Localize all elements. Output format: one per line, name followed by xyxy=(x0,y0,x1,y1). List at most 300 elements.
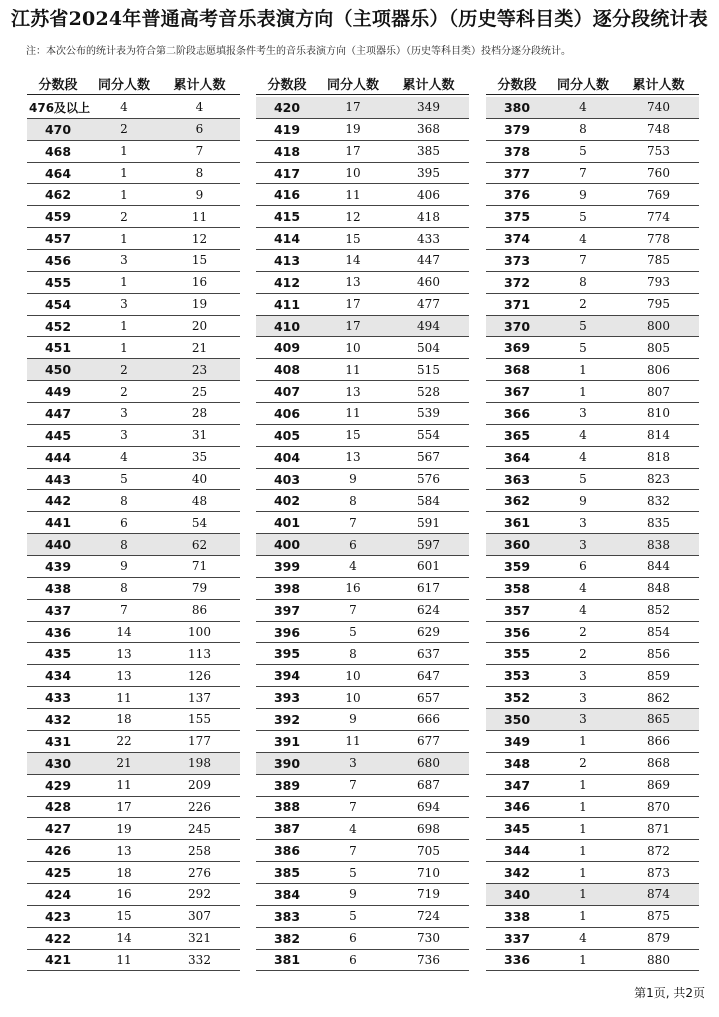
table-row xyxy=(27,97,240,119)
table-row xyxy=(27,775,240,797)
score-cell: 429 xyxy=(44,777,72,793)
table-row xyxy=(256,643,469,665)
page-title: 江苏省2024年普通高考音乐表演方向（主项器乐）（历史等科目类）逐分段统计表 xyxy=(11,8,708,30)
count-cell: 4 xyxy=(349,559,357,574)
count-cell: 1 xyxy=(120,144,128,159)
table-row xyxy=(27,184,240,206)
score-cell: 399 xyxy=(273,558,301,574)
score-cell: 462 xyxy=(44,187,72,203)
cumulative-cell: 719 xyxy=(417,887,440,902)
cumulative-cell: 539 xyxy=(417,406,440,421)
cumulative-cell: 866 xyxy=(647,734,670,749)
table-row xyxy=(256,316,469,338)
table-row xyxy=(256,228,469,250)
count-cell: 6 xyxy=(349,537,357,552)
count-cell: 3 xyxy=(120,297,128,312)
count-cell: 9 xyxy=(579,493,587,508)
count-cell: 11 xyxy=(116,778,132,793)
cumulative-cell: 748 xyxy=(647,122,670,137)
score-cell: 386 xyxy=(273,843,301,859)
score-cell: 378 xyxy=(503,143,531,159)
table-row xyxy=(486,709,699,731)
count-cell: 18 xyxy=(116,865,132,880)
cumulative-cell: 856 xyxy=(647,646,670,661)
count-cell: 8 xyxy=(120,581,128,596)
cumulative-cell: 617 xyxy=(417,581,440,596)
cumulative-cell: 657 xyxy=(417,690,440,705)
score-cell: 357 xyxy=(503,602,531,618)
score-cell: 411 xyxy=(273,296,301,312)
cumulative-cell: 760 xyxy=(647,166,670,180)
count-cell: 3 xyxy=(579,406,587,421)
table-row xyxy=(27,425,240,447)
count-cell: 1 xyxy=(579,909,587,924)
cumulative-cell: 71 xyxy=(191,559,208,574)
header-score: 分数段 xyxy=(38,77,78,93)
table-row xyxy=(27,622,240,644)
score-cell: 360 xyxy=(503,537,531,553)
cumulative-cell: 730 xyxy=(417,931,440,946)
score-cell: 396 xyxy=(273,624,301,640)
count-cell: 13 xyxy=(345,384,361,399)
cumulative-cell: 11 xyxy=(191,209,208,224)
cumulative-cell: 823 xyxy=(647,472,670,487)
count-cell: 1 xyxy=(579,821,587,836)
count-cell: 4 xyxy=(579,581,587,596)
score-cell: 397 xyxy=(273,602,301,618)
count-cell: 11 xyxy=(345,187,361,202)
count-cell: 2 xyxy=(579,625,587,640)
count-cell: 1 xyxy=(579,362,587,377)
table-row xyxy=(486,600,699,622)
score-cell: 374 xyxy=(503,231,531,247)
count-cell: 5 xyxy=(579,209,587,224)
score-table-column-1 xyxy=(27,72,240,971)
table-row xyxy=(256,884,469,906)
score-cell: 407 xyxy=(273,384,301,400)
score-cell: 344 xyxy=(503,843,531,859)
count-cell: 7 xyxy=(579,166,587,180)
table-row xyxy=(256,141,469,163)
cumulative-cell: 12 xyxy=(191,231,208,246)
table-row xyxy=(486,753,699,775)
count-cell: 1 xyxy=(579,887,587,902)
count-cell: 8 xyxy=(120,493,128,508)
table-row xyxy=(486,818,699,840)
cumulative-cell: 724 xyxy=(417,909,440,924)
table-row xyxy=(486,163,699,185)
header-cumulative: 累计人数 xyxy=(402,77,455,93)
count-cell: 2 xyxy=(120,209,128,224)
table-row xyxy=(256,731,469,753)
cumulative-cell: 31 xyxy=(191,428,208,443)
table-row xyxy=(27,731,240,753)
table-row xyxy=(256,337,469,359)
table-row xyxy=(27,884,240,906)
count-cell: 1 xyxy=(120,187,128,202)
score-cell: 425 xyxy=(44,865,72,880)
table-row xyxy=(486,512,699,534)
cumulative-cell: 477 xyxy=(417,297,440,312)
table-row xyxy=(486,228,699,250)
table-row xyxy=(256,556,469,578)
score-cell: 418 xyxy=(273,143,301,159)
score-cell: 385 xyxy=(273,865,301,880)
cumulative-cell: 807 xyxy=(647,384,670,399)
cumulative-cell: 624 xyxy=(417,603,440,618)
count-cell: 10 xyxy=(345,166,361,180)
cumulative-cell: 19 xyxy=(191,297,208,312)
count-cell: 14 xyxy=(116,625,132,640)
table-row xyxy=(486,206,699,228)
cumulative-cell: 528 xyxy=(417,384,440,399)
cumulative-cell: 814 xyxy=(647,428,670,443)
cumulative-cell: 226 xyxy=(188,799,211,814)
count-cell: 5 xyxy=(579,319,587,334)
cumulative-cell: 591 xyxy=(417,515,440,530)
table-row xyxy=(256,447,469,469)
table-row xyxy=(486,250,699,272)
cumulative-cell: 368 xyxy=(417,122,440,137)
cumulative-cell: 844 xyxy=(647,559,670,574)
score-cell: 373 xyxy=(503,252,531,268)
cumulative-cell: 810 xyxy=(647,406,670,421)
cumulative-cell: 321 xyxy=(188,931,211,946)
score-cell: 395 xyxy=(273,646,301,662)
table-row xyxy=(27,840,240,862)
score-cell: 355 xyxy=(503,646,531,662)
cumulative-cell: 871 xyxy=(647,821,670,836)
score-cell: 363 xyxy=(503,471,531,487)
count-cell: 4 xyxy=(579,450,587,465)
table-row xyxy=(256,163,469,185)
count-cell: 17 xyxy=(345,144,361,159)
score-cell: 388 xyxy=(273,799,301,815)
count-cell: 10 xyxy=(345,340,361,355)
score-cell: 368 xyxy=(503,362,531,378)
table-row xyxy=(486,469,699,491)
count-cell: 18 xyxy=(116,712,132,727)
score-cell: 422 xyxy=(44,930,72,946)
table-row xyxy=(486,381,699,403)
cumulative-cell: 54 xyxy=(191,515,208,530)
table-row xyxy=(256,534,469,556)
count-cell: 6 xyxy=(120,515,128,530)
cumulative-cell: 710 xyxy=(417,865,440,880)
score-cell: 400 xyxy=(273,537,301,553)
score-cell: 441 xyxy=(44,515,72,531)
score-cell: 428 xyxy=(44,799,72,815)
score-cell: 424 xyxy=(44,886,72,902)
count-cell: 4 xyxy=(579,603,587,618)
table-row xyxy=(486,840,699,862)
table-row xyxy=(486,556,699,578)
count-cell: 21 xyxy=(116,756,132,771)
count-cell: 4 xyxy=(120,100,128,115)
count-cell: 4 xyxy=(579,428,587,443)
table-row xyxy=(27,272,240,294)
table-row xyxy=(486,797,699,819)
table-row xyxy=(27,228,240,250)
count-cell: 3 xyxy=(579,712,587,727)
score-cell: 417 xyxy=(273,165,301,181)
table-row xyxy=(256,97,469,119)
count-cell: 1 xyxy=(120,275,128,290)
count-cell: 11 xyxy=(116,952,132,967)
score-cell: 338 xyxy=(503,908,531,924)
score-cell: 457 xyxy=(44,231,72,247)
score-cell: 381 xyxy=(273,952,301,968)
cumulative-cell: 209 xyxy=(188,778,211,793)
count-cell: 2 xyxy=(120,362,128,377)
cumulative-cell: 637 xyxy=(417,646,440,661)
score-cell: 382 xyxy=(273,930,301,946)
score-cell: 336 xyxy=(503,952,531,968)
table-rows xyxy=(256,97,469,971)
table-row xyxy=(486,337,699,359)
count-cell: 10 xyxy=(345,668,361,683)
score-cell: 346 xyxy=(503,799,531,815)
count-cell: 7 xyxy=(349,778,357,793)
score-cell: 468 xyxy=(44,143,72,159)
count-cell: 22 xyxy=(116,734,132,749)
cumulative-cell: 647 xyxy=(417,668,440,683)
score-cell: 384 xyxy=(273,886,301,902)
count-cell: 3 xyxy=(579,690,587,705)
count-cell: 10 xyxy=(345,690,361,705)
count-cell: 17 xyxy=(345,100,361,115)
table-row xyxy=(256,272,469,294)
score-cell: 403 xyxy=(273,471,301,487)
table-row xyxy=(486,687,699,709)
cumulative-cell: 307 xyxy=(188,909,211,924)
table-row xyxy=(256,753,469,775)
table-row xyxy=(256,797,469,819)
score-cell: 447 xyxy=(44,405,72,421)
table-row xyxy=(27,381,240,403)
cumulative-cell: 385 xyxy=(417,144,440,159)
table-row xyxy=(486,622,699,644)
score-cell: 370 xyxy=(503,318,531,334)
cumulative-cell: 40 xyxy=(191,472,208,487)
score-cell: 412 xyxy=(273,274,301,290)
header-score: 分数段 xyxy=(267,77,307,93)
cumulative-cell: 554 xyxy=(417,428,440,443)
score-cell: 350 xyxy=(503,711,531,727)
count-cell: 3 xyxy=(120,253,128,268)
score-cell: 364 xyxy=(503,449,531,465)
cumulative-cell: 869 xyxy=(647,778,670,793)
score-cell: 452 xyxy=(44,318,72,334)
score-cell: 433 xyxy=(44,690,72,706)
cumulative-cell: 79 xyxy=(191,581,208,596)
score-cell: 454 xyxy=(44,296,72,312)
cumulative-cell: 838 xyxy=(647,537,670,552)
count-cell: 1 xyxy=(579,778,587,793)
score-cell: 387 xyxy=(273,821,301,837)
table-row xyxy=(27,687,240,709)
count-cell: 13 xyxy=(116,843,132,858)
score-cell: 445 xyxy=(44,427,72,443)
count-cell: 6 xyxy=(579,559,587,574)
table-row xyxy=(486,403,699,425)
table-row xyxy=(256,490,469,512)
cumulative-cell: 874 xyxy=(647,887,670,902)
score-cell: 361 xyxy=(503,515,531,531)
table-row xyxy=(486,534,699,556)
score-cell: 459 xyxy=(44,209,72,225)
cumulative-cell: 113 xyxy=(188,646,211,661)
cumulative-cell: 35 xyxy=(191,450,208,465)
count-cell: 4 xyxy=(349,821,357,836)
score-cell: 380 xyxy=(503,99,531,115)
count-cell: 4 xyxy=(579,931,587,946)
cumulative-cell: 694 xyxy=(417,799,440,814)
score-cell: 342 xyxy=(503,865,531,880)
count-cell: 8 xyxy=(579,122,587,137)
table-row xyxy=(486,665,699,687)
score-cell: 367 xyxy=(503,384,531,400)
table-row xyxy=(486,97,699,119)
table-row xyxy=(486,862,699,884)
score-cell: 416 xyxy=(273,187,301,203)
count-cell: 6 xyxy=(349,931,357,946)
table-row xyxy=(27,862,240,884)
count-cell: 7 xyxy=(349,799,357,814)
score-cell: 398 xyxy=(273,580,301,596)
count-cell: 17 xyxy=(345,319,361,334)
cumulative-cell: 349 xyxy=(417,100,440,115)
score-cell: 375 xyxy=(503,209,531,225)
cumulative-cell: 245 xyxy=(188,821,211,836)
score-cell: 383 xyxy=(273,908,301,924)
cumulative-cell: 15 xyxy=(191,253,208,268)
table-row xyxy=(27,469,240,491)
table-row xyxy=(27,643,240,665)
cumulative-cell: 584 xyxy=(417,493,440,508)
table-row xyxy=(256,184,469,206)
count-cell: 15 xyxy=(345,428,361,443)
score-cell: 443 xyxy=(44,471,72,487)
table-row xyxy=(256,818,469,840)
count-cell: 8 xyxy=(579,275,587,290)
count-cell: 3 xyxy=(579,537,587,552)
score-cell: 476及以上 xyxy=(29,100,91,115)
score-cell: 421 xyxy=(44,952,72,968)
score-cell: 379 xyxy=(503,121,531,137)
header-count: 同分人数 xyxy=(326,77,379,93)
table-row xyxy=(256,294,469,316)
cumulative-cell: 854 xyxy=(647,625,670,640)
score-cell: 394 xyxy=(273,668,301,684)
cumulative-cell: 100 xyxy=(188,625,211,640)
score-cell: 437 xyxy=(44,602,72,618)
cumulative-cell: 687 xyxy=(417,778,440,793)
table-row xyxy=(256,622,469,644)
cumulative-cell: 835 xyxy=(647,515,670,530)
count-cell: 9 xyxy=(349,887,357,902)
table-row xyxy=(27,600,240,622)
table-header xyxy=(27,72,240,95)
score-cell: 391 xyxy=(273,733,301,749)
score-cell: 369 xyxy=(503,340,531,356)
count-cell: 12 xyxy=(345,209,361,224)
table-row xyxy=(256,381,469,403)
table-row xyxy=(256,600,469,622)
cumulative-cell: 198 xyxy=(188,756,211,771)
score-cell: 432 xyxy=(44,711,72,727)
page-number: 第1页, 共2页 xyxy=(634,986,705,1000)
count-cell: 5 xyxy=(349,865,357,880)
table-row xyxy=(27,556,240,578)
table-row xyxy=(486,425,699,447)
count-cell: 1 xyxy=(579,865,587,880)
count-cell: 5 xyxy=(579,144,587,159)
table-row xyxy=(486,272,699,294)
count-cell: 2 xyxy=(579,646,587,661)
table-row xyxy=(27,316,240,338)
table-rows xyxy=(486,97,699,971)
count-cell: 3 xyxy=(579,668,587,683)
score-cell: 392 xyxy=(273,711,301,727)
cumulative-cell: 698 xyxy=(417,821,440,836)
count-cell: 5 xyxy=(579,340,587,355)
count-cell: 17 xyxy=(345,297,361,312)
table-rows xyxy=(27,97,240,971)
score-cell: 405 xyxy=(273,427,301,443)
table-row xyxy=(27,294,240,316)
cumulative-cell: 292 xyxy=(188,887,211,902)
cumulative-cell: 601 xyxy=(417,559,440,574)
count-cell: 5 xyxy=(349,625,357,640)
cumulative-cell: 800 xyxy=(647,319,670,334)
cumulative-cell: 62 xyxy=(191,537,208,552)
count-cell: 19 xyxy=(116,821,132,836)
table-row xyxy=(256,906,469,928)
cumulative-cell: 870 xyxy=(647,799,670,814)
cumulative-cell: 736 xyxy=(417,952,440,967)
score-cell: 347 xyxy=(503,777,531,793)
count-cell: 13 xyxy=(345,450,361,465)
table-row xyxy=(486,316,699,338)
cumulative-cell: 785 xyxy=(647,253,670,268)
score-cell: 419 xyxy=(273,121,301,137)
score-cell: 430 xyxy=(44,755,72,771)
table-row xyxy=(486,490,699,512)
table-row xyxy=(256,250,469,272)
score-cell: 402 xyxy=(273,493,301,509)
cumulative-cell: 680 xyxy=(417,756,440,771)
table-row xyxy=(27,906,240,928)
cumulative-cell: 21 xyxy=(191,340,208,355)
count-cell: 3 xyxy=(349,756,357,771)
table-row xyxy=(486,775,699,797)
score-cell: 420 xyxy=(273,99,301,115)
score-cell: 358 xyxy=(503,580,531,596)
count-cell: 1 xyxy=(120,319,128,334)
count-cell: 5 xyxy=(120,472,128,487)
cumulative-cell: 6 xyxy=(195,122,204,137)
table-row xyxy=(256,862,469,884)
cumulative-cell: 868 xyxy=(647,756,670,771)
count-cell: 9 xyxy=(579,187,587,202)
score-cell: 427 xyxy=(44,821,72,837)
count-cell: 14 xyxy=(116,931,132,946)
table-row xyxy=(27,337,240,359)
count-cell: 2 xyxy=(579,297,587,312)
count-cell: 5 xyxy=(579,472,587,487)
count-cell: 1 xyxy=(579,843,587,858)
